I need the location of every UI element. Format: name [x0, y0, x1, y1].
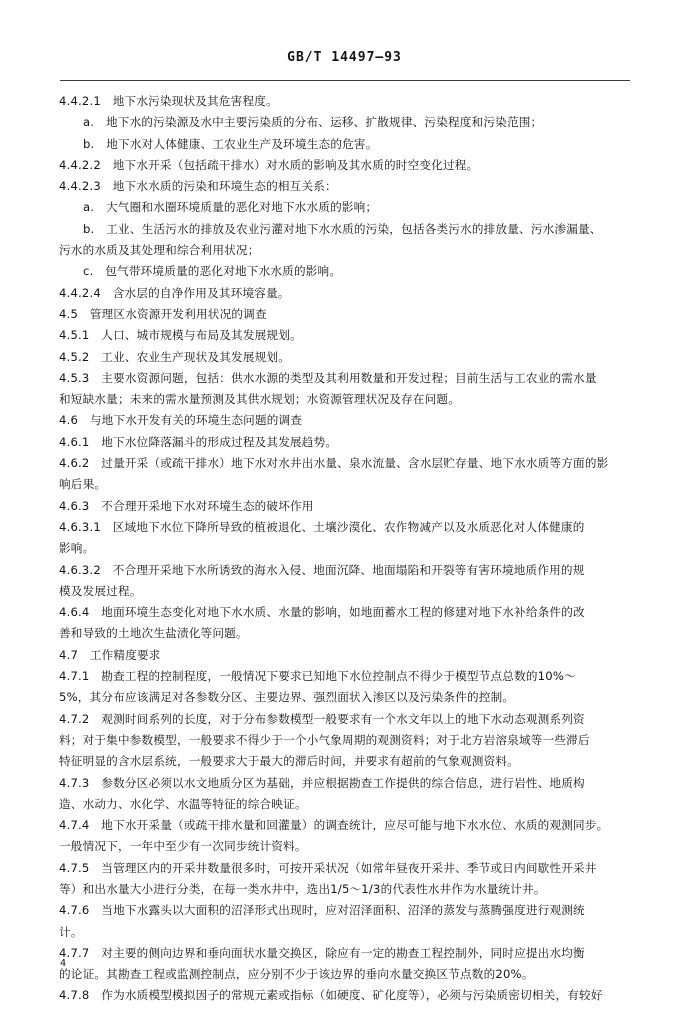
text-line: 4.4.2.3 地下水水质的污染和环境生态的相互关系： — [59, 179, 337, 194]
text-line: 4.4.2.1 地下水污染现状及其危害程度。 — [59, 94, 278, 108]
section-heading: 4.5 管理区水资源开发利用状况的调查 — [59, 306, 267, 321]
text-line: 4.7.7 对主要的侧向边界和垂向面状水量交换区，除应有一定的勘查工程控制外，同时应提出水均衡 — [59, 945, 585, 960]
text-line: 4.6.3 不合理开采地下水对环境生态的破坏作用 — [59, 498, 314, 513]
body-text — [59, 91, 631, 1007]
text-line: c. 包气带环境质量的恶化对地下水水质的影响。 — [83, 264, 342, 279]
page-number: 4 — [60, 958, 67, 969]
text-line: 4.6.4 地面环境生态变化对地下水水质、水量的影响，如地面蓄水工程的修建对地下水补给条件的改 — [59, 605, 585, 620]
text-line: 和短缺水量；未来的需水量预测及其供水规划；水资源管理状况及存在问题。 — [59, 392, 460, 407]
text-line: 4.7.5 当管理区内的开采井数量很多时，可按开采状况（如常年昼夜开采井、季节或日内间歇性开采井 — [59, 860, 597, 875]
header-rule — [60, 80, 630, 81]
text-line: b. 地下水对人体健康、工农业生产及环境生态的危害。 — [83, 136, 378, 151]
text-line: 一般情况下，一年中至少有一次同步统计资料。 — [59, 839, 307, 854]
text-line: 4.5.3 主要水资源问题，包括：供水水源的类型及其利用数量和开发过程；目前生活与工农业的需水量 — [59, 370, 597, 385]
text-line: 4.7.3 参数分区必须以水文地质分区为基础，并应根据勘查工作提供的综合信息，进行岩性、地质构 — [59, 775, 585, 790]
text-line: 特征明显的含水层系统，一般要求大于最大的滞后时间，并要求有超前的气象观测资料。 — [59, 754, 519, 769]
text-line: 4.7.4 地下水开采量（或疏干排水量和回灌量）的调查统计，应尽可能与地下水水位、水质的观测同步。 — [59, 818, 609, 833]
text-line: 造、水动力、水化学、水温等特征的综合映证。 — [59, 796, 307, 811]
text-line: 污水的水质及其处理和综合利用状况； — [59, 243, 260, 258]
text-line: 5%，其分布应该满足对各参数分区、主要边界、强烈面状入渗区以及污染条件的控制。 — [59, 690, 515, 705]
text-line: 4.4.2.4 含水层的自净作用及其环境容量。 — [59, 285, 290, 300]
text-line: 4.7.8 作为水质模型模拟因子的常规元素或指标（如硬度、矿化度等），必须与污染质密切相关，有较好 — [59, 988, 603, 1003]
text-line: 善和导致的土地次生盐渍化等问题。 — [59, 626, 248, 641]
text-line: a. 地下水的污染源及水中主要污染质的分布、运移、扩散规律、污染程度和污染范围； — [83, 115, 543, 130]
text-line: 4.6.3.1 区域地下水位下降所导致的植被退化、土壤沙漠化、农作物减产以及水质恶化对人体健康的 — [59, 519, 585, 534]
text-line: 等）和出水量大小进行分类，在每一类水井中，选出1/5～1/3的代表性水井作为水量统计井。 — [59, 881, 546, 896]
standard-number-header: GB/T 14497—93 — [287, 50, 402, 65]
text-line: 4.7.6 当地下水露头以大面积的沼泽形式出现时，应对沼泽面积、沼泽的蒸发与蒸腾强度进行观测统 — [59, 903, 585, 918]
text-line: 4.7.1 勘查工程的控制程度，一般情况下要求已知地下水位控制点不得少于模型节点总数的10%～ — [59, 669, 576, 684]
section-heading: 4.7 工作精度要求 — [59, 647, 161, 662]
text-line: 响后果。 — [59, 477, 107, 492]
text-line: 4.6.1 地下水位降落漏斗的形成过程及其发展趋势。 — [59, 434, 338, 449]
text-line: 料；对于集中参数模型，一般要求不得少于一个小气象周期的观测资料；对于北方岩溶泉域等一些滞后 — [59, 732, 590, 747]
text-line: 4.4.2.2 地下水开采（包括疏干排水）对水质的影响及其水质的时空变化过程。 — [59, 157, 479, 172]
text-line: 4.6.2 过量开采（或疏干排水）地下水对水井出水量、泉水流量、含水层贮存量、地下水水质等方面的影 — [59, 456, 609, 471]
text-line: 4.6.3.2 不合理开采地下水所诱致的海水入侵、地面沉降、地面塌陷和开裂等有害环境地质作用的规 — [59, 562, 585, 577]
text-line: 的论证。其勘查工程或监测控制点，应分别不少于该边界的垂向水量交换区节点数的20%。 — [59, 967, 534, 982]
text-line: 影响。 — [59, 541, 95, 556]
text-line: b. 工业、生活污水的排放及农业污灌对地下水水质的污染，包括各类污水的排放量、污水渗漏量、 — [83, 221, 602, 236]
text-line: a. 大气圈和水圈环境质量的恶化对地下水水质的影响； — [83, 200, 378, 215]
section-heading: 4.6 与地下水开发有关的环境生态问题的调查 — [59, 413, 303, 428]
text-line: 4.7.2 观测时间系列的长度，对于分布参数模型一般要求有一个水文年以上的地下水动态观测系列资 — [59, 711, 585, 726]
text-line: 4.5.2 工业、农业生产现状及其发展规划。 — [59, 349, 290, 364]
text-line: 计。 — [59, 924, 83, 939]
text-line: 模及发展过程。 — [59, 583, 142, 598]
text-line: 4.5.1 人口、城市规模与布局及其发展规划。 — [59, 328, 302, 343]
